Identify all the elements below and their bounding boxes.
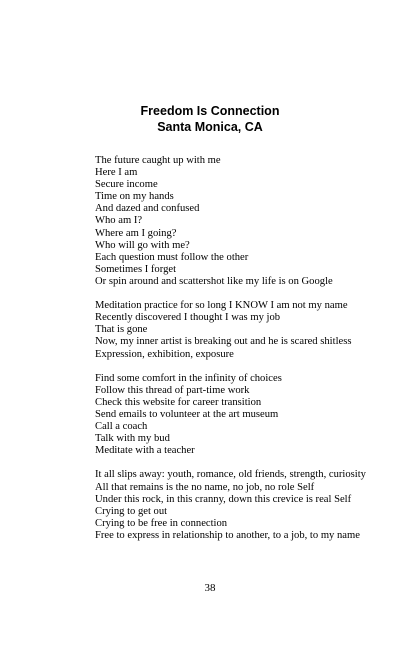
- poem-body: [95, 155, 380, 554]
- poem-line: Under this rock, in this cranny, down this crevice is real Self: [95, 493, 352, 505]
- poem-line: All that remains is the no name, no job, no role Self: [95, 481, 315, 493]
- poem-line: Free to express in relationship to another, to a job, to my name: [95, 529, 360, 541]
- poem-line: Follow this thread of part-time work: [95, 384, 250, 396]
- poem-line: Find some comfort in the infinity of choices: [95, 372, 282, 384]
- page-number: 38: [204, 582, 216, 594]
- poem-line: Check this website for career transition: [95, 396, 262, 408]
- poem-line: Crying to get out: [95, 505, 168, 517]
- page-subtitle: Santa Monica, CA: [157, 120, 263, 134]
- poem-line: Who will go with me?: [95, 239, 190, 251]
- poem-line: Crying to be free in connection: [95, 517, 228, 529]
- stanza: [95, 373, 380, 458]
- title-block: [0, 103, 420, 135]
- poem-line: Who am I?: [95, 215, 143, 227]
- poem-line: Here I am: [95, 167, 138, 179]
- poem-line: Call a coach: [95, 421, 148, 433]
- poem-line: Recently discovered I thought I was my job: [95, 312, 281, 324]
- poem-line: That is gone: [95, 324, 148, 336]
- poem-line: Where am I going?: [95, 227, 177, 239]
- poem-line: Send emails to volunteer at the art museum: [95, 408, 279, 420]
- page-title: Freedom Is Connection: [140, 104, 280, 118]
- stanza: [95, 300, 380, 360]
- poem-line: Talk with my bud: [95, 433, 170, 445]
- poem-line: It all slips away: youth, romance, old friends, strength, curiosity: [95, 469, 366, 481]
- stanza: [95, 469, 380, 542]
- poem-line: Each question must follow the other: [95, 251, 249, 263]
- poem-line: Secure income: [95, 179, 158, 191]
- poem-line: Meditation practice for so long I KNOW I am not my name: [95, 300, 348, 312]
- poem-line: Sometimes I forget: [95, 263, 177, 275]
- poem-line: And dazed and confused: [95, 203, 200, 215]
- poem-line: Meditate with a teacher: [95, 445, 195, 457]
- stanza: [95, 155, 380, 288]
- poem-line: Now, my inner artist is breaking out and he is scared shitless: [95, 336, 352, 348]
- poem-line: Expression, exhibition, exposure: [95, 348, 234, 360]
- poem-line: The future caught up with me: [95, 155, 221, 166]
- poem-line: Or spin around and scattershot like my life is on Google: [95, 275, 333, 287]
- poem-line: Time on my hands: [95, 191, 174, 203]
